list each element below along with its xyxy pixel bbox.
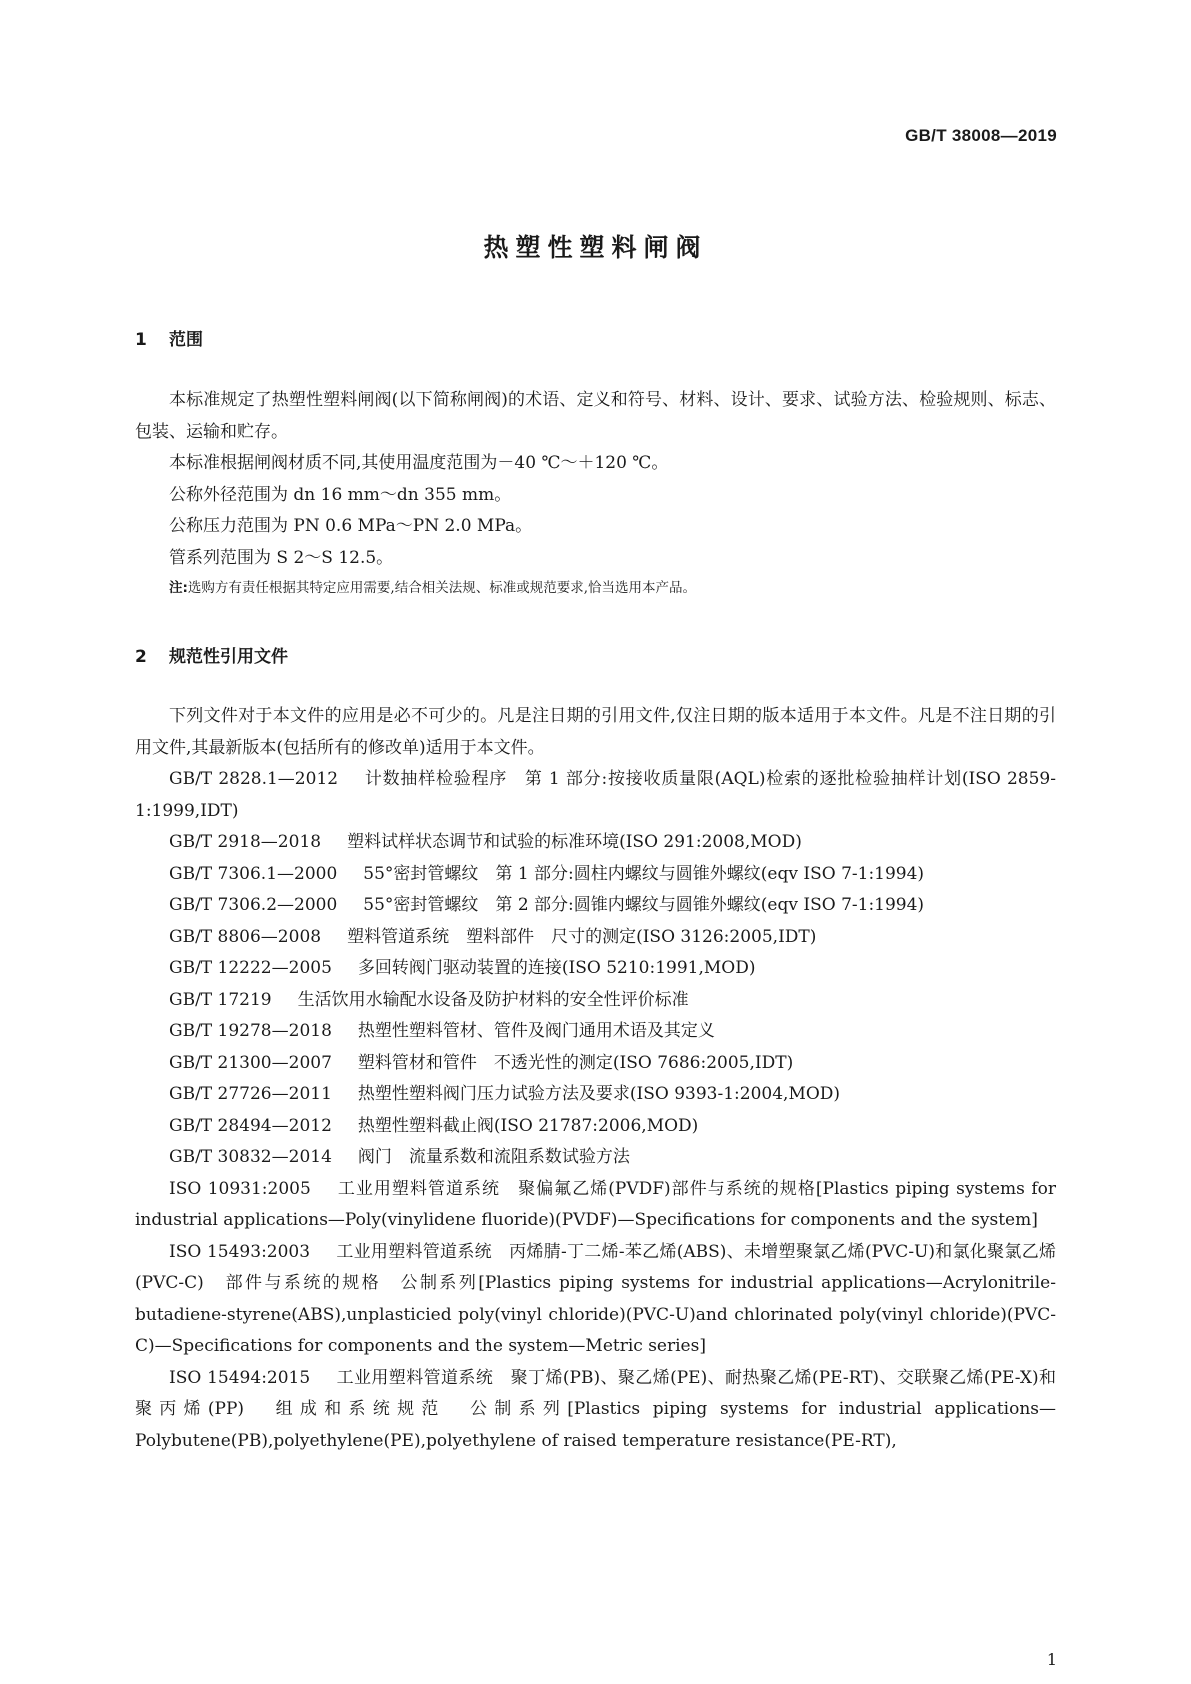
reference-title: 塑料管材和管件 不透光性的测定(ISO 7686:2005,IDT) bbox=[357, 1052, 794, 1073]
reference-title: 塑料试样状态调节和试验的标准环境(ISO 291:2008,MOD) bbox=[347, 832, 802, 852]
reference-title: 阀门 流量系数和流阻系数试验方法 bbox=[357, 1147, 630, 1167]
reference-code: GB/T 21300—2007 bbox=[169, 1052, 332, 1073]
reference-code: GB/T 8806—2008 bbox=[169, 926, 322, 947]
reference-title: 计数抽样检验程序 第 1 部分:按接收质量限(AQL)检索的逐批检验抽样计划(ISO 2859-1:1999,IDT) bbox=[135, 769, 1056, 821]
scope-paragraph: 公称外径范围为 dn 16 mm～dn 355 mm。 bbox=[169, 484, 512, 505]
reference-title: 生活饮用水输配水设备及防护材料的安全性评价标准 bbox=[297, 989, 689, 1010]
reference-title: 工业用塑料管道系统 聚偏氟乙烯(PVDF)部件与系统的规格[Plastics piping systems for industrial applications—Poly(vinylidene fluoride)(PVDF)—Specifications for components and the system] bbox=[135, 1178, 1056, 1230]
reference-code: GB/T 7306.1—2000 bbox=[169, 863, 338, 884]
reference-list bbox=[135, 764, 1056, 1457]
reference-entry bbox=[135, 764, 1056, 827]
reference-entry bbox=[135, 1111, 1056, 1143]
reference-entry bbox=[135, 985, 1056, 1017]
reference-title: 热塑性塑料截止阀(ISO 21787:2006,MOD) bbox=[357, 1115, 699, 1136]
page-number: 1 bbox=[1046, 1650, 1057, 1669]
reference-entry bbox=[135, 1048, 1056, 1080]
reference-title: 热塑性塑料管材、管件及阀门通用术语及其定义 bbox=[357, 1021, 715, 1041]
reference-code: GB/T 2828.1—2012 bbox=[169, 769, 339, 789]
scope-paragraph: 本标准根据闸阀材质不同,其使用温度范围为－40 ℃～＋120 ℃。 bbox=[169, 453, 669, 473]
section-2-number: 2 bbox=[135, 647, 147, 667]
reference-code: ISO 15494:2015 bbox=[169, 1367, 311, 1388]
reference-code: GB/T 28494—2012 bbox=[169, 1115, 332, 1136]
scope-paragraph: 公称压力范围为 PN 0.6 MPa～PN 2.0 MPa。 bbox=[169, 516, 533, 536]
reference-entry bbox=[135, 1079, 1056, 1111]
reference-title: 工业用塑料管道系统 聚丁烯(PB)、聚乙烯(PE)、耐热聚乙烯(PE-RT)、交联聚乙烯(PE-X)和聚丙烯(PP) 组成和系统规范 公制系列[Plastics piping systems for industrial applications—Polybutene(PB),polyethylene(PE),polyethylene of raised temperature resistance(PE-RT), bbox=[135, 1367, 1056, 1451]
reference-code: GB/T 27726—2011 bbox=[169, 1084, 332, 1104]
scope-paragraph: 管系列范围为 S 2～S 12.5。 bbox=[169, 547, 394, 568]
reference-entry bbox=[135, 1237, 1056, 1363]
references-intro: 下列文件对于本文件的应用是必不可少的。凡是注日期的引用文件,仅注日期的版本适用于本文件。凡是不注日期的引用文件,其最新版本(包括所有的修改单)适用于本文件。 bbox=[135, 706, 1056, 758]
reference-code: GB/T 19278—2018 bbox=[169, 1021, 332, 1041]
standard-code: GB/T 38008—2019 bbox=[905, 126, 1057, 145]
reference-code: ISO 10931:2005 bbox=[169, 1178, 311, 1199]
section-2-heading bbox=[135, 642, 1056, 667]
reference-entry bbox=[135, 1363, 1056, 1458]
note-label: 注: bbox=[169, 580, 188, 596]
section-1-heading bbox=[135, 325, 1056, 350]
reference-code: GB/T 30832—2014 bbox=[169, 1147, 332, 1167]
reference-entry bbox=[135, 859, 1056, 891]
section-1-title: 范围 bbox=[169, 330, 203, 350]
scope-paragraph: 本标准规定了热塑性塑料闸阀(以下简称闸阀)的术语、定义和符号、材料、设计、要求、试验方法、检验规则、标志、包装、运输和贮存。 bbox=[135, 390, 1056, 442]
reference-entry bbox=[135, 922, 1056, 954]
note-text: 选购方有责任根据其特定应用需要,结合相关法规、标准或规范要求,恰当选用本产品。 bbox=[187, 580, 696, 596]
document-body bbox=[135, 325, 1056, 1457]
reference-title: 55°密封管螺纹 第 2 部分:圆锥内螺纹与圆锥外螺纹(eqv ISO 7-1:1994) bbox=[363, 895, 925, 915]
reference-title: 55°密封管螺纹 第 1 部分:圆柱内螺纹与圆锥外螺纹(eqv ISO 7-1:1994) bbox=[363, 863, 925, 884]
reference-entry bbox=[135, 890, 1056, 922]
document-title: 热塑性塑料闸阀 bbox=[483, 233, 708, 262]
reference-code: ISO 15493:2003 bbox=[169, 1241, 311, 1262]
reference-code: GB/T 12222—2005 bbox=[169, 958, 332, 978]
scope-note bbox=[135, 574, 1056, 603]
reference-entry bbox=[135, 1142, 1056, 1174]
section-2-title: 规范性引用文件 bbox=[169, 647, 288, 667]
section-1-number: 1 bbox=[135, 330, 147, 350]
reference-entry bbox=[135, 827, 1056, 859]
reference-title: 塑料管道系统 塑料部件 尺寸的测定(ISO 3126:2005,IDT) bbox=[347, 926, 817, 947]
reference-code: GB/T 7306.2—2000 bbox=[169, 895, 338, 915]
reference-entry bbox=[135, 1174, 1056, 1237]
reference-title: 多回转阀门驱动装置的连接(ISO 5210:1991,MOD) bbox=[357, 958, 756, 978]
reference-code: GB/T 17219 bbox=[169, 989, 272, 1010]
reference-title: 热塑性塑料阀门压力试验方法及要求(ISO 9393-1:2004,MOD) bbox=[357, 1084, 841, 1104]
reference-entry bbox=[135, 953, 1056, 985]
reference-code: GB/T 2918—2018 bbox=[169, 832, 322, 852]
reference-entry bbox=[135, 1016, 1056, 1048]
reference-title: 工业用塑料管道系统 丙烯腈-丁二烯-苯乙烯(ABS)、未增塑聚氯乙烯(PVC-U)和氯化聚氯乙烯(PVC-C) 部件与系统的规格 公制系列[Plastics piping systems for industrial applications—Acrylonitrile-butadiene-styrene(ABS),unplasticied poly(vinyl chloride)(PVC-U)and chlorinated poly(vinyl chloride)(PVC-C)—Specifications for components and the system—Metric series] bbox=[135, 1241, 1056, 1356]
